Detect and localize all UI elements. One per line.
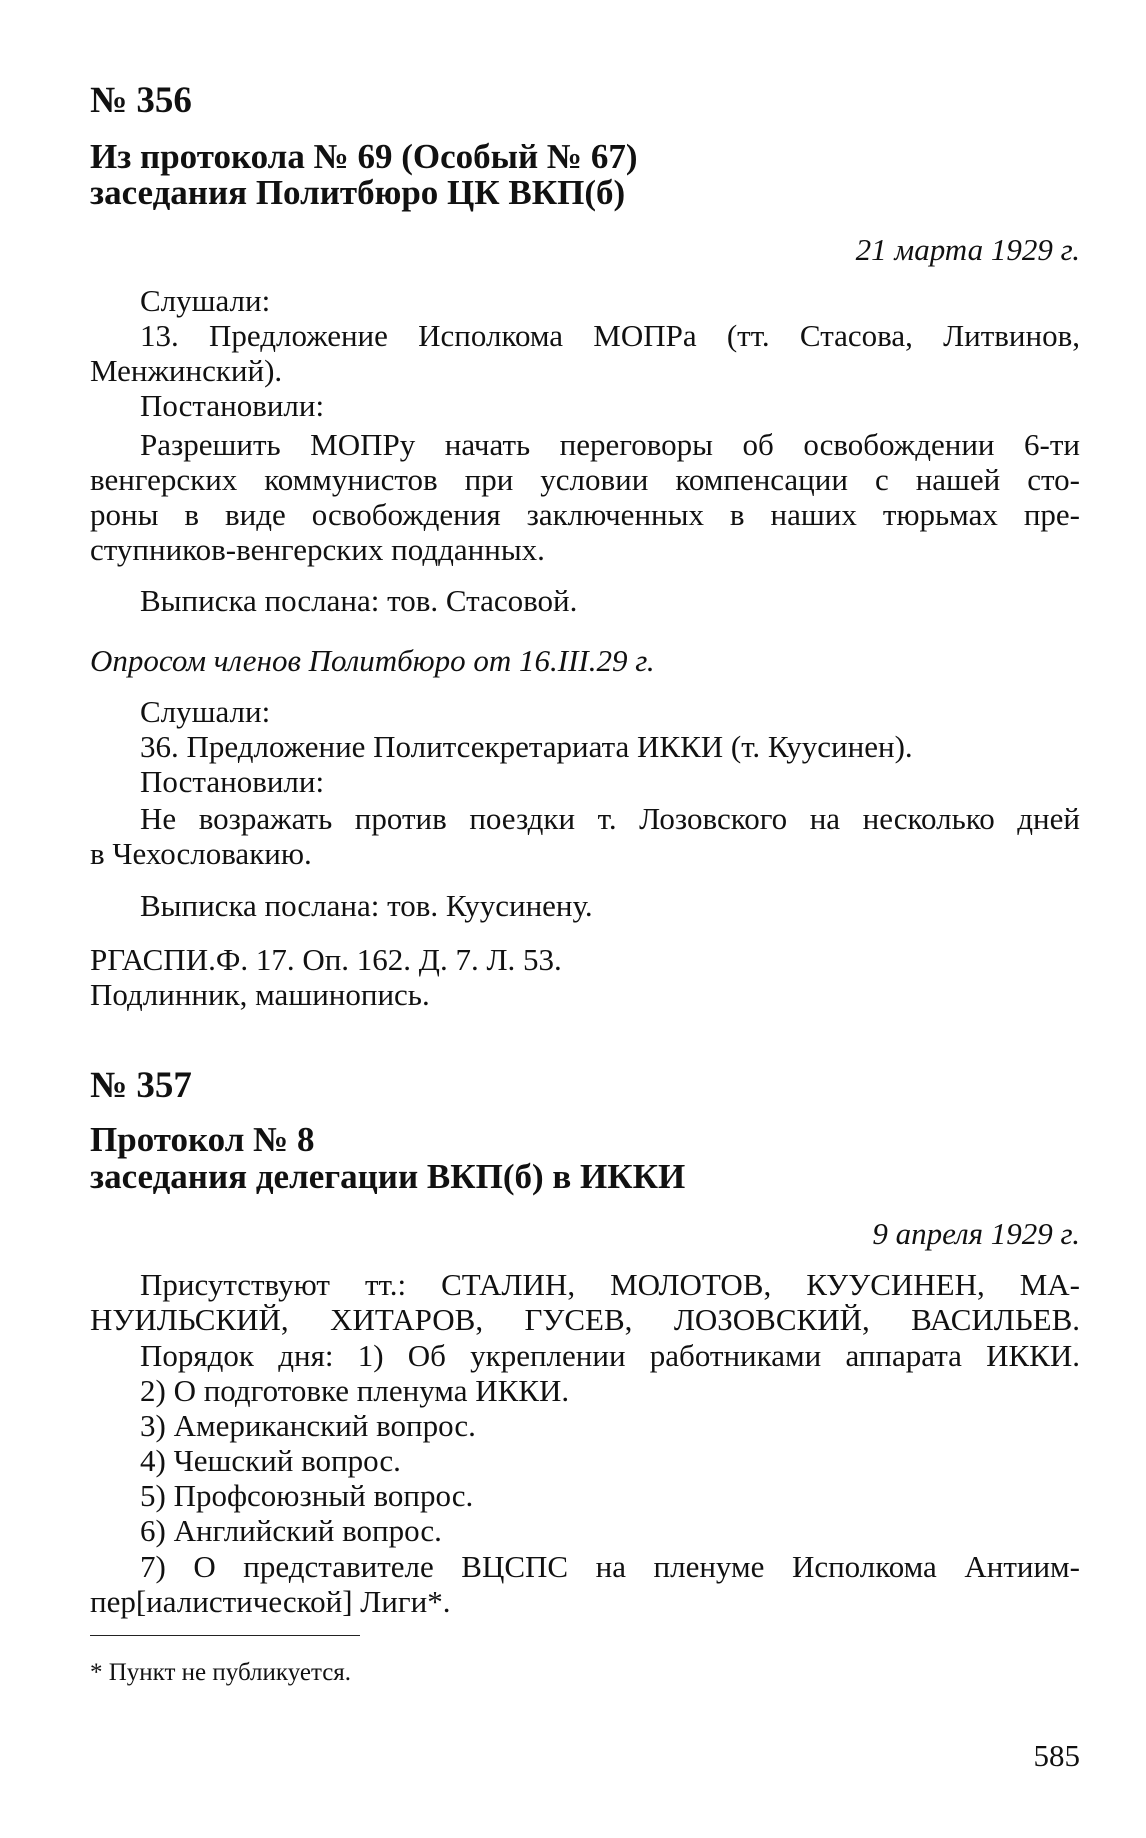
doc356-extract-1: Выписка послана: тов. Стасовой. [140,583,578,618]
doc356-title-line2: заседания Политбюро ЦК ВКП(б) [90,173,626,212]
doc357-agenda-item: 2) О подготовке пленума ИККИ. [140,1373,570,1408]
doc357-agenda-item: 4) Чешский вопрос. [140,1443,401,1478]
doc356-source-line1: РГАСПИ.Ф. 17. Оп. 162. Д. 7. Л. 53. [90,942,562,977]
doc357-date: 9 апреля 1929 г. [872,1216,1080,1251]
doc356-date: 21 марта 1929 г. [855,232,1080,267]
doc356-resolved-label-1: Постановили: [140,388,325,423]
doc356-heard-1-line1: 13. Предложение Исполкома МОПРа (тт. Стасова, Литвинов, [140,318,1080,353]
doc357-present-line1: Присутствуют тт.: СТАЛИН, МОЛОТОВ, КУУСИНЕН, МА- [140,1267,1080,1302]
doc357-agenda-item: 3) Американский вопрос. [140,1408,476,1443]
doc356-resolution-1-line4: ступников-венгерских подданных. [90,532,545,567]
footnote: * Пункт не публикуется. [90,1659,352,1686]
doc357-agenda-item7-line1: 7) О представителе ВЦСПС на пленуме Исполкома Антиим- [140,1549,1080,1584]
doc356-resolution-1-line3: роны в виде освобождения заключенных в наших тюрьмах пре- [90,497,1080,532]
doc356-resolution-2-line2: в Чехословакию. [90,836,312,871]
doc357-agenda-line1: Порядок дня: 1) Об укреплении работниками аппарата ИККИ. [140,1338,1080,1373]
doc357-agenda-item: 5) Профсоюзный вопрос. [140,1478,474,1513]
doc356-number: № 356 [90,80,192,121]
doc356-heard-label-2: Слушали: [140,694,271,729]
doc357-present-line2: НУИЛЬСКИЙ, ХИТАРОВ, ГУСЕВ, ЛОЗОВСКИЙ, ВАСИЛЬЕВ. [90,1302,1080,1337]
page-number: 585 [1033,1738,1080,1773]
doc356-extract-2: Выписка послана: тов. Куусинену. [140,888,593,923]
doc356-resolution-2-line1: Не возражать против поездки т. Лозовского на несколько дней [140,801,1080,836]
doc356-resolution-1-line2: венгерских коммунистов при условии компенсации с нашей сто- [90,462,1080,497]
doc357-title-line2: заседания делегации ВКП(б) в ИККИ [90,1157,686,1196]
doc356-poll-note: Опросом членов Политбюро от 16.III.29 г. [90,643,655,678]
doc357-agenda-item7-line2: пер[иалистической] Лиги*. [90,1584,451,1619]
doc356-heard-1-line2: Менжинский). [90,353,283,388]
doc356-resolved-label-2: Постановили: [140,764,325,799]
doc356-source-line2: Подлинник, машинопись. [90,977,430,1012]
doc357-number: № 357 [90,1065,192,1106]
doc356-heard-label-1: Слушали: [140,283,271,318]
doc357-agenda-item: 6) Английский вопрос. [140,1513,442,1548]
footnote-rule [90,1635,360,1636]
doc356-heard-2-line1: 36. Предложение Политсекретариата ИККИ (т. Куусинен). [140,729,913,764]
doc356-title-line1: Из протокола № 69 (Особый № 67) [90,137,638,176]
doc357-title-line1: Протокол № 8 [90,1120,315,1159]
doc356-resolution-1-line1: Разрешить МОПРу начать переговоры об освобождении 6-ти [140,427,1080,462]
